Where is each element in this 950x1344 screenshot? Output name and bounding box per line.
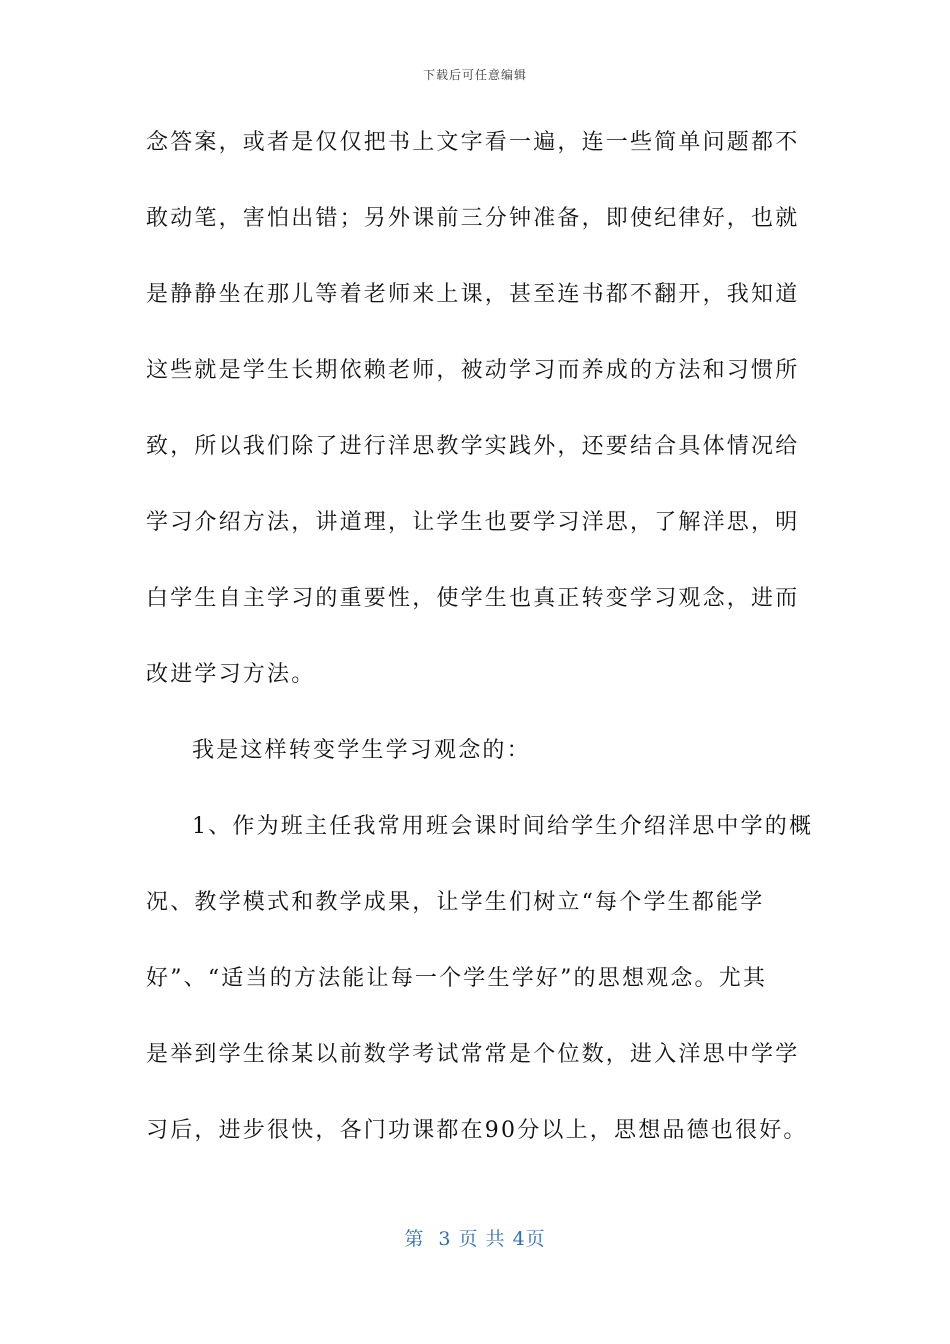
text-line: 好”、“适当的方法能让每一个学生学好”的思想观念。尤其 <box>146 966 768 991</box>
paragraph-start-line: 1、作为班主任我常用班会课时间给学生介绍洋思中学的概 <box>192 814 814 839</box>
text-line: 这些就是学生长期依赖老师，被动学习而养成的方法和习惯所 <box>146 358 800 383</box>
text-line: 况、教学模式和教学成果，让学生们树立“每个学生都能学 <box>146 890 765 915</box>
text-line: 念答案，或者是仅仅把书上文字看一遍，连一些简单问题都不 <box>146 130 800 155</box>
body-text <box>146 124 814 1188</box>
text-line: 白学生自主学习的重要性，使学生也真正转变学习观念，进而 <box>146 586 800 611</box>
text-line: 改进学习方法。 <box>146 662 316 687</box>
text-line: 习后，进步很快，各门功课都在90分以上，思想品德也很好。 <box>146 1118 808 1143</box>
text-line: 学习介绍方法，讲道理，让学生也要学习洋思，了解洋思，明 <box>146 510 800 535</box>
text-line: 是静静坐在那儿等着老师来上课，甚至连书都不翻开，我知道 <box>146 282 800 307</box>
text-line: 是举到学生徐某以前数学考试常常是个位数，进入洋思中学学 <box>146 1042 800 1067</box>
text-line: 致，所以我们除了进行洋思教学实践外，还要结合具体情况给 <box>146 434 800 459</box>
page-number-footer: 第 3 页 共 4页 <box>404 1228 546 1250</box>
paragraph-start-line: 我是这样转变学生学习观念的： <box>192 738 531 763</box>
text-line: 敢动笔，害怕出错；另外课前三分钟准备，即使纪律好，也就 <box>146 206 800 231</box>
header-note: 下载后可任意编辑 <box>422 68 527 82</box>
